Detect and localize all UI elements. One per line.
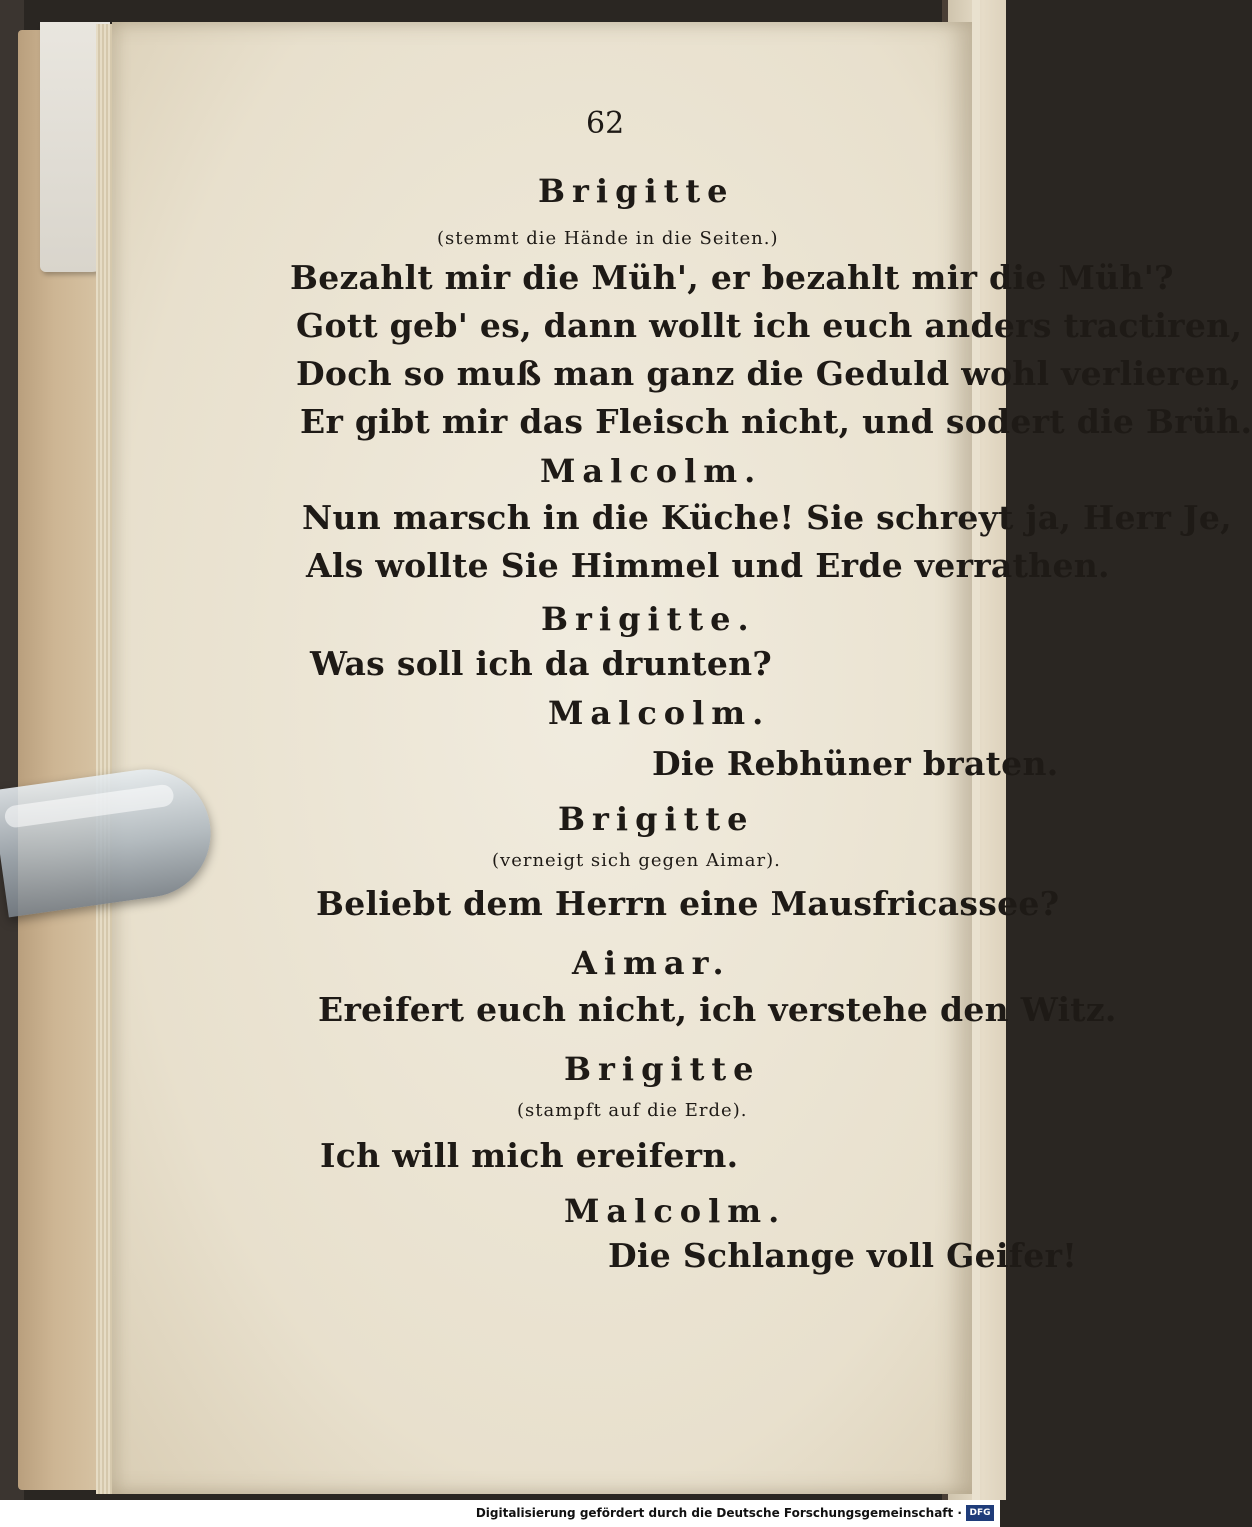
verse-line: Doch so muß man ganz die Geduld wohl verlieren, — [296, 354, 1242, 393]
verse-line: Nun marsch in die Küche! Sie schreyt ja, Herr Je, — [302, 498, 1232, 537]
speaker-name: Malcolm. — [548, 694, 771, 732]
speaker-name: Aimar. — [572, 944, 731, 982]
footer-credit: Digitalisierung gefördert durch die Deutsche Forschungsgemeinschaft · — [475, 1506, 962, 1520]
verse-line: Er gibt mir das Fleisch nicht, und sodert die Brüh. — [300, 402, 1252, 441]
verse-line: Gott geb' es, dann wollt ich euch anders tractiren, — [296, 306, 1243, 345]
speaker-name: Brigitte — [558, 800, 755, 838]
verse-line: Ereifert euch nicht, ich verstehe den Witz. — [318, 990, 1117, 1029]
page-number: 62 — [586, 106, 625, 141]
stage-direction: (verneigt sich gegen Aimar). — [492, 850, 781, 871]
stage-direction: (stemmt die Hände in die Seiten.) — [437, 228, 779, 249]
speaker-name: Malcolm. — [564, 1192, 787, 1230]
verse-line: Die Schlange voll Geifer! — [608, 1236, 1078, 1275]
verse-line: Beliebt dem Herrn eine Mausfricassee? — [316, 884, 1060, 923]
verse-line: Bezahlt mir die Müh', er bezahlt mir die Müh'? — [290, 258, 1174, 297]
speaker-name: Brigitte — [538, 172, 735, 210]
dfg-logo: DFG — [966, 1505, 994, 1521]
speaker-name: Malcolm. — [540, 452, 763, 490]
verse-line: Die Rebhüner braten. — [652, 744, 1059, 783]
speaker-name: Brigitte — [564, 1050, 761, 1088]
speaker-name: Brigitte. — [541, 600, 756, 638]
verse-line: Ich will mich ereifern. — [320, 1136, 739, 1175]
stage-direction: (stampft auf die Erde). — [517, 1100, 748, 1121]
verse-line: Was soll ich da drunten? — [310, 644, 773, 683]
verse-line: Als wollte Sie Himmel und Erde verrathen. — [306, 546, 1110, 585]
